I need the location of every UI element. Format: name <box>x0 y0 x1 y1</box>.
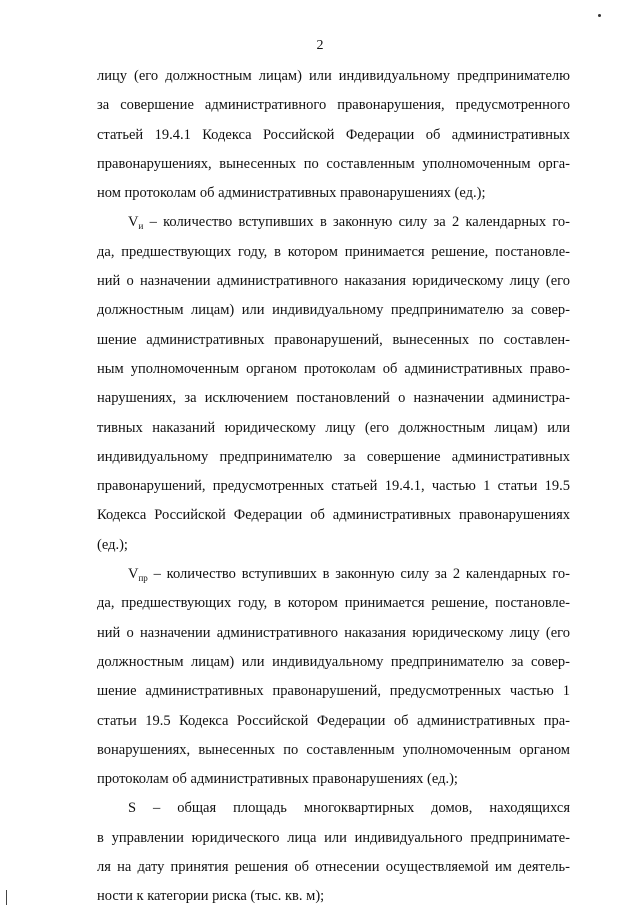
definition-vi-first-line <box>97 208 570 237</box>
text-line: ности к категории риска (тыс. кв. м); <box>97 888 325 905</box>
text-line: должностным лицам) или индивидуальному предпринимателю за совер- <box>97 653 570 670</box>
text-line: – количество вступивших в законную силу за 2 календарных го- <box>149 214 571 231</box>
text-line: тивных наказаний юридическому лицу (его должностным лицам) или <box>97 419 570 436</box>
text-line: шение административных правонарушений, предусмотренных частью 1 <box>97 683 570 700</box>
text-line: в управлении юридического лица или индивидуального предпринимате- <box>97 829 570 846</box>
text-line: вонарушениях, вынесенных по составленным уполномоченным органом <box>97 741 570 758</box>
text-line: статьей 19.4.1 Кодекса Российской Федерации об административных <box>97 126 570 143</box>
definition-vpr-first-line <box>97 560 570 589</box>
text-line: нарушениях, за исключением постановлений о назначении администра- <box>97 390 570 407</box>
scan-edge-mark <box>6 890 7 905</box>
text-line: за совершение административного правонарушения, предусмотренного <box>97 97 570 114</box>
text-line: (ед.); <box>97 536 128 553</box>
text-line: ном протоколам об административных правонарушениях (ед.); <box>97 185 486 202</box>
text-line: правонарушениях, вынесенных по составленным уполномоченным орга- <box>97 155 570 172</box>
text-line: шение административных правонарушений, вынесенных по составлен- <box>97 331 570 348</box>
symbol-v-subscript: и <box>138 221 144 232</box>
text-line: Кодекса Российской Федерации об административных правонарушениях <box>97 507 570 524</box>
text-line: должностным лицам) или индивидуальному предпринимателю за совер- <box>97 302 570 319</box>
page-number: 2 <box>316 38 324 53</box>
scan-dot-mark <box>598 14 601 17</box>
text-line: индивидуальному предпринимателю за совершение административных <box>97 448 570 465</box>
text-line: да, предшествующих году, в котором принимается решение, постановле- <box>97 243 570 260</box>
text-line: – количество вступивших в законную силу за 2 календарных го- <box>153 566 571 583</box>
symbol-v-base: V <box>128 566 139 583</box>
symbol-v-base: V <box>128 214 139 231</box>
document-body <box>97 62 570 912</box>
text-line: да, предшествующих году, в котором принимается решение, постановле- <box>97 595 570 612</box>
text-line: ний о назначении административного наказания юридическому лицу (его <box>97 624 570 641</box>
text-line: протоколам об административных правонарушениях (ед.); <box>97 771 458 788</box>
text-line: ний о назначении административного наказания юридическому лицу (его <box>97 273 570 290</box>
text-line: правонарушений, предусмотренных статьей 19.4.1, частью 1 статьи 19.5 <box>97 478 570 495</box>
text-line: статьи 19.5 Кодекса Российской Федерации об административных пра- <box>97 712 570 729</box>
symbol-v-subscript: пр <box>138 573 148 584</box>
text-line: ным уполномоченным органом протоколам об административных право- <box>97 360 570 377</box>
definition-s-first-line: S – общая площадь многоквартирных домов, находящихся <box>128 800 570 817</box>
text-line: лицу (его должностным лицам) или индивидуальному предпринимателю <box>97 68 570 84</box>
text-line: ля на дату принятия решения об отнесении осуществляемой им деятель- <box>97 859 570 876</box>
